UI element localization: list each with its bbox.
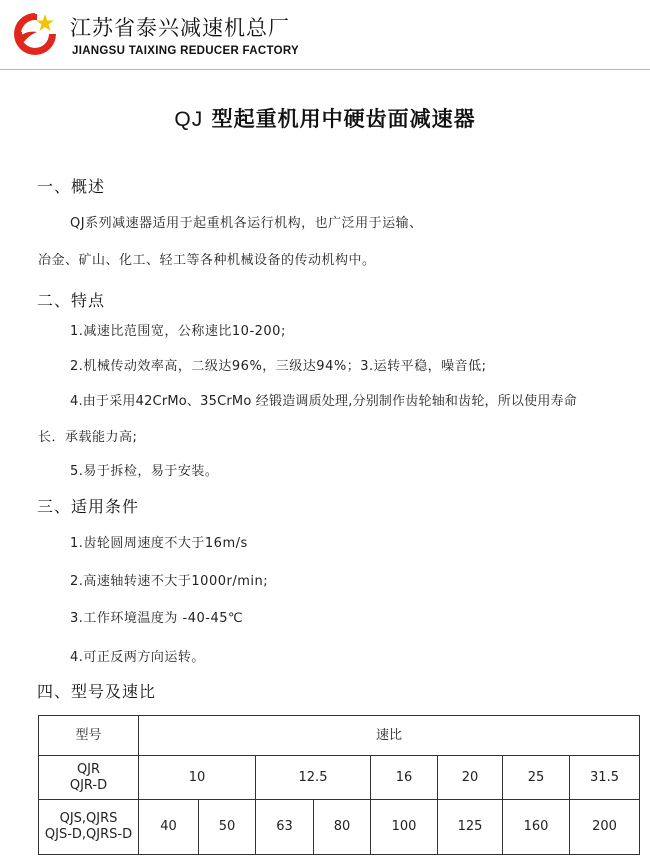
table-row [39, 800, 640, 855]
section-heading-overview: 一、概述 [37, 177, 106, 196]
ratio-cell: 40 [139, 800, 199, 855]
feature-item-5: 5.易于拆检，易于安装。 [70, 464, 219, 479]
section-heading-models: 四、型号及速比 [37, 682, 157, 701]
condition-item-1: 1.齿轮圆周速度不大于16m/s [70, 536, 248, 551]
ratio-cell: 25 [503, 756, 570, 800]
ratio-cell: 20 [438, 756, 503, 800]
ratio-cell: 31.5 [570, 756, 640, 800]
company-name-cn: 江苏省泰兴减速机总厂 [70, 16, 290, 40]
feature-item-4-line-1: 4.由于采用42CrMo、35CrMo 经锻造调质处理,分别制作齿轮轴和齿轮，所以使用寿命 [70, 394, 577, 409]
model-name: QJR [76, 761, 101, 777]
model-name: QJS,QJRS [59, 811, 118, 826]
ratio-cell: 200 [570, 800, 640, 855]
condition-item-2: 2.高速轴转速不大于1000r/min; [70, 574, 269, 589]
header-divider [0, 69, 650, 70]
page-title [0, 103, 650, 133]
ratio-cell: 80 [314, 800, 371, 855]
ratio-cell: 16 [371, 756, 438, 800]
condition-item-3: 3.工作环境温度为 -40-45℃ [70, 611, 244, 626]
feature-item-4-line-2: 长．承载能力高; [38, 430, 138, 445]
company-logo-icon [11, 10, 59, 58]
table-header-ratio: 速比 [139, 716, 640, 756]
section-heading-conditions: 三、适用条件 [37, 497, 140, 516]
page-header [0, 0, 650, 70]
ratio-cell: 160 [503, 800, 570, 855]
model-name: QJR-D [69, 777, 108, 793]
table-header-model: 型号 [39, 716, 139, 756]
condition-item-4: 4.可正反两方向运转。 [70, 650, 205, 665]
ratio-cell: 125 [438, 800, 503, 855]
ratio-cell: 100 [371, 800, 438, 855]
table-header-row [39, 716, 640, 756]
feature-item-1: 1.减速比范围宽，公称速比10-200; [70, 324, 286, 339]
ratio-cell: 63 [256, 800, 314, 855]
model-ratio-table [38, 715, 640, 855]
feature-item-2: 2.机械传动效率高，二级达96%，三级达94%；3.运转平稳，噪音低; [70, 359, 487, 374]
table-row-model [39, 756, 139, 800]
title-text: 型起重机用中硬齿面减速器 [211, 107, 476, 131]
overview-line-2: 冶金、矿山、化工、轻工等各种机械设备的传动机构中。 [38, 253, 376, 268]
section-heading-features: 二、特点 [37, 291, 106, 310]
company-name-en: JIANGSU TAIXING REDUCER FACTORY [72, 45, 299, 57]
table-row-model [39, 800, 139, 855]
table-row [39, 756, 640, 800]
title-prefix: QJ [174, 108, 204, 131]
model-name: QJS-D,QJRS-D [44, 827, 133, 842]
ratio-cell: 12.5 [256, 756, 371, 800]
ratio-cell: 50 [199, 800, 256, 855]
overview-line-1: QJ系列减速器适用于起重机各运行机构，也广泛用于运输、 [70, 216, 423, 231]
ratio-cell: 10 [139, 756, 256, 800]
